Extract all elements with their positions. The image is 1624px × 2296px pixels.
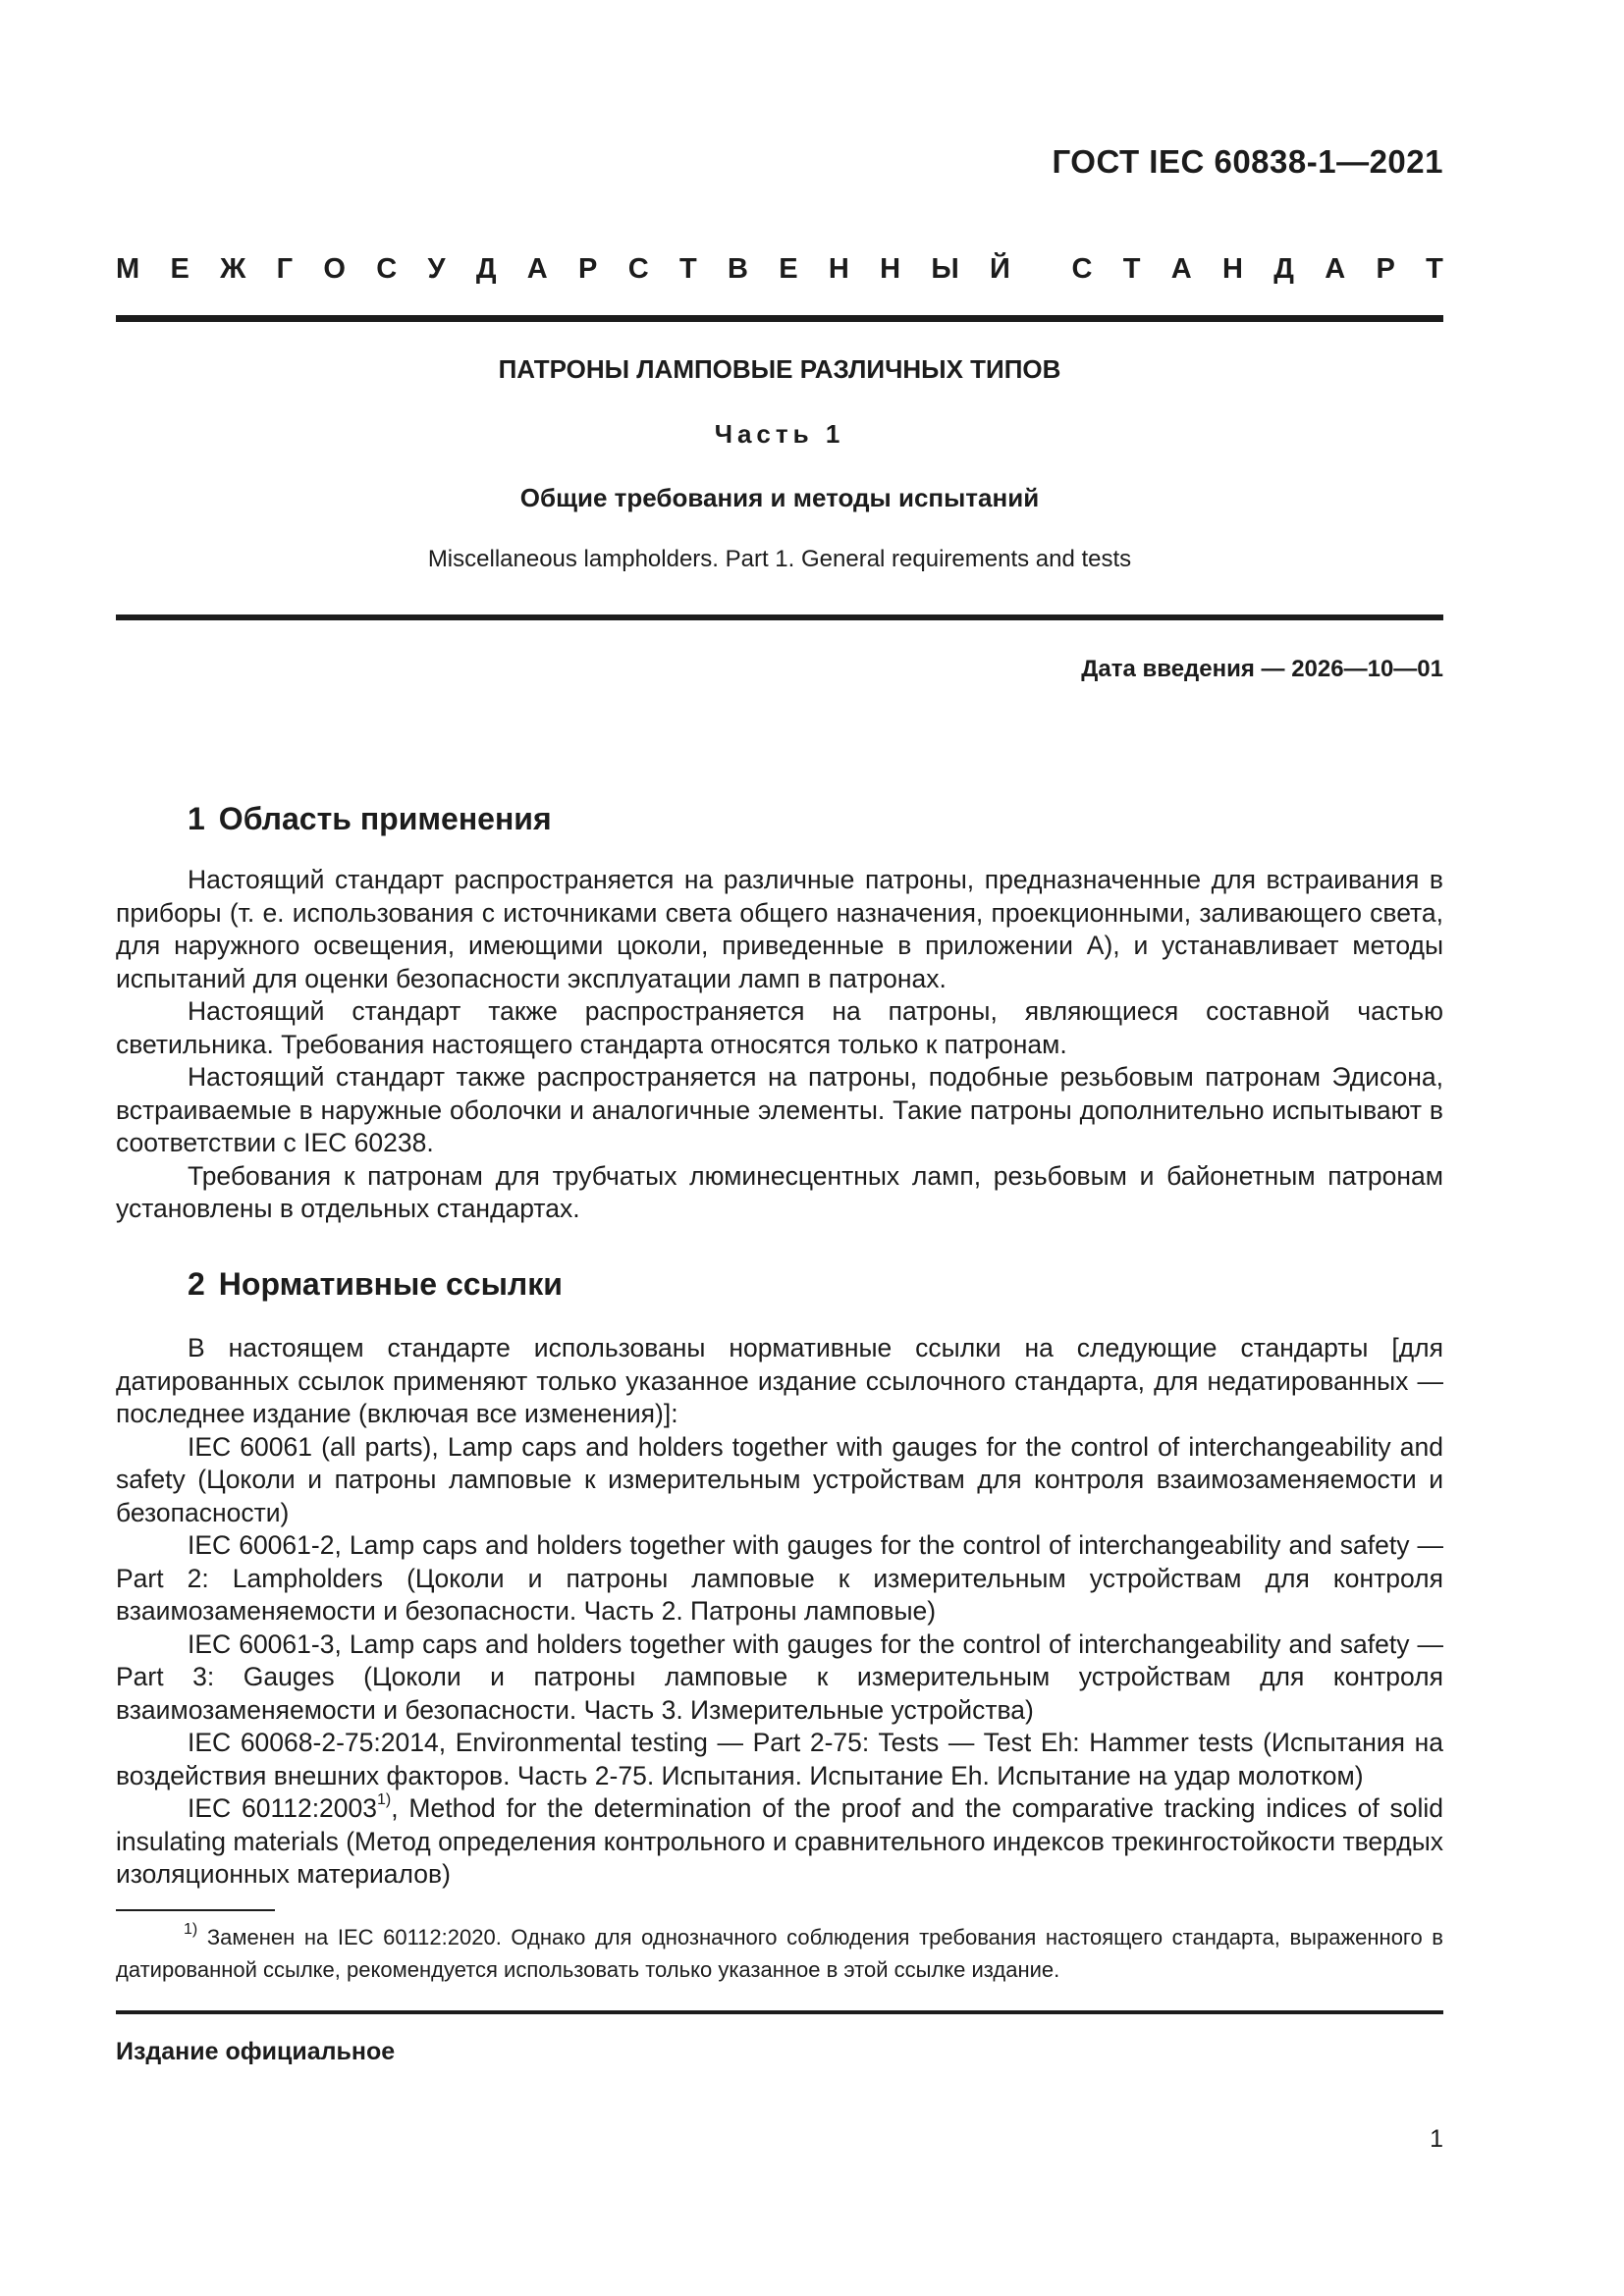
standard-type-letter: У: [427, 253, 446, 285]
standard-type-letter: А: [1325, 253, 1346, 285]
section-title: Нормативные ссылки: [218, 1266, 563, 1302]
reference-item: IEC 60061 (all parts), Lamp caps and holders together with gauges for the control of interchangeability and safety (Цоколи и патроны ламповые к измерительным устройствам для контроля взаимозаменяемости и безопасности): [116, 1431, 1443, 1527]
document-code: ГОСТ IEC 60838-1—2021: [1052, 143, 1443, 180]
standard-type-letter: С: [1071, 253, 1093, 285]
paragraph: Настоящий стандарт распространяется на различные патроны, предназначенные для встраивания в приборы (т. е. использования с источниками света общего назначения, проекционными, заливающего света, для наружного освещения, имеющими цоколи, приведенные в приложении А), и устанавливает методы испытаний для оценки безопасности эксплуатации ламп в патронах.: [116, 865, 1443, 993]
standard-type-letter: Й: [990, 253, 1010, 285]
section-2-body: [116, 1332, 1443, 1892]
footnote-divider: [116, 1909, 275, 1911]
section-1-body: [116, 864, 1443, 1226]
footnote-number: 1): [184, 1920, 198, 1938]
footnote-marker: 1): [377, 1791, 392, 1809]
standard-type-letter: Р: [578, 253, 598, 285]
standard-type-letter: С: [627, 253, 649, 285]
document-part: Часть 1: [714, 419, 845, 449]
standard-type-letter: А: [526, 253, 548, 285]
document-title: ПАТРОНЫ ЛАМПОВЫЕ РАЗЛИЧНЫХ ТИПОВ: [498, 354, 1061, 384]
standard-type-letter: Т: [1426, 253, 1443, 285]
standard-type-letter: А: [1170, 253, 1192, 285]
standard-type-letter: Р: [1376, 253, 1395, 285]
standard-type-letter: Ж: [220, 253, 246, 285]
title-divider: [116, 614, 1443, 620]
introduction-date: Дата введения — 2026—10—01: [1081, 656, 1443, 682]
footnote: [116, 1921, 1443, 1986]
standard-type-letter: Н: [880, 253, 901, 285]
standard-type-letter: Н: [828, 253, 849, 285]
document-subtitle: Общие требования и методы испытаний: [519, 483, 1040, 512]
standard-type-heading: [116, 253, 1443, 286]
standard-type-letter: Т: [1122, 253, 1141, 285]
standard-type-letter: Е: [170, 253, 189, 285]
paragraph: Настоящий стандарт также распространяется на патроны, подобные резьбовым патронам Эдисона, встраиваемые в наружные оболочки и аналогичные элементы. Такие патроны дополнительно испытывают в соответствии с IEC 60238.: [116, 1062, 1443, 1157]
section-number: 2: [188, 1266, 205, 1302]
standard-type-letter: Д: [475, 253, 497, 285]
standard-type-letter: О: [323, 253, 346, 285]
reference-item: IEC 60061-3, Lamp caps and holders together with gauges for the control of interchangeability and safety — Part 3: Gauges (Цоколи и патроны ламповые к измерительным устройствам для контроля взаимозаменяемости и безопасности. Часть 3. Измерительные устройства): [116, 1629, 1443, 1725]
paragraph: В настоящем стандарте использованы нормативные ссылки на следующие стандарты [для датированных ссылок применяют только указанное издание ссылочного стандарта, для недатированных — последнее издание (включая все изменения)]:: [116, 1333, 1443, 1428]
section-2-heading: [188, 1266, 563, 1303]
reference-code: IEC 60112:2003: [188, 1793, 378, 1823]
page-number: 1: [1430, 2125, 1443, 2153]
section-number: 1: [188, 801, 205, 836]
paragraph: Требования к патронам для трубчатых люминесцентных ламп, резьбовым и байонетным патронам установлены в отдельных стандартах.: [116, 1160, 1443, 1223]
reference-item: IEC 60061-2, Lamp caps and holders together with gauges for the control of interchangeability and safety — Part 2: Lampholders (Цоколи и патроны ламповые к измерительным устройствам для контроля взаимозаменяемости и безопасности. Часть 2. Патроны ламповые): [116, 1530, 1443, 1626]
edition-label: Издание официальное: [116, 2038, 396, 2065]
footer-divider: [116, 2010, 1443, 2014]
standard-type-letter: Д: [1273, 253, 1294, 285]
standard-type-letter: Т: [678, 253, 697, 285]
standard-type-letter: М: [116, 253, 140, 285]
standard-type-letter: В: [727, 253, 748, 285]
standard-type-letter: Н: [1222, 253, 1243, 285]
reference-text: , Method for the determination of the proof and the comparative tracking indices of solid insulating materials (Метод определения контрольного и сравнительного индексов трекингостойкости твердых изоляционных материалов): [116, 1793, 1443, 1889]
reference-item: [116, 1792, 1443, 1892]
document-english-title: Miscellaneous lampholders. Part 1. General requirements and tests: [427, 546, 1132, 572]
standard-type-letter: Г: [276, 253, 294, 285]
standard-type-letter: С: [376, 253, 398, 285]
section-title: Область применения: [218, 801, 552, 836]
standard-type-letter: Ы: [931, 253, 959, 285]
section-1-heading: [188, 801, 552, 837]
header-divider: [116, 315, 1443, 322]
footnote-paragraph: [116, 1921, 1443, 1986]
paragraph: Настоящий стандарт также распространяется на патроны, являющиеся составной частью светильника. Требования настоящего стандарта относятся только к патронам.: [116, 996, 1443, 1059]
footnote-text: Заменен на IEC 60112:2020. Однако для однозначного соблюдения требования настоящего стандарта, выраженного в датированной ссылке, рекомендуется использовать только указанное в этой ссылке издание.: [116, 1925, 1443, 1982]
standard-type-letter: Е: [779, 253, 798, 285]
reference-item: IEC 60068-2-75:2014, Environmental testing — Part 2-75: Tests — Test Eh: Hammer tests (Испытания на воздействия внешних факторов. Часть 2-75. Испытания. Испытание Eh. Испытание на удар молотком): [116, 1728, 1443, 1790]
